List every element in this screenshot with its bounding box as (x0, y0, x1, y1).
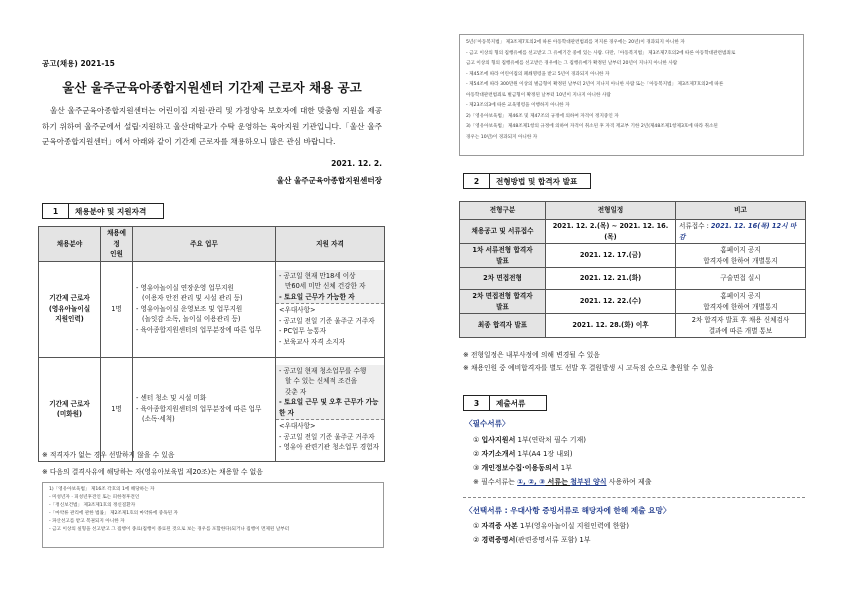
section-1-header (42, 203, 164, 219)
footnote-line: - 금고 이상의 형의 집행유예를 선고받고 그 유예기간 중에 있는 사람. 다만,「아동복지법」 제3조제7호의2에 따른 아동학대관련범죄로 (466, 50, 736, 56)
footnote-line: 경우는 10년)이 경과되지 아니한 자 (466, 134, 538, 140)
duties-cell (133, 357, 276, 461)
section-number: 1 (43, 204, 69, 218)
duty-line: (이용자 안전 관리 및 시설 관리 등) (142, 294, 243, 303)
item-name: 자격증 사본 (481, 522, 518, 530)
table-row (39, 357, 385, 461)
list-item (473, 447, 813, 461)
table-row (460, 314, 806, 338)
duty-line: - 육아종합지원센터의 업무분장에 따른 업무 (136, 404, 262, 413)
section-title: 전형방법 및 합격자 발표 (496, 176, 578, 186)
duty-line: - 센터 청소 및 시설 미화 (136, 394, 207, 403)
duty-line: - 영유아놀이실 운영보조 및 업무지원 (136, 304, 243, 313)
date-cell: 2021. 12. 21.(화) (546, 268, 676, 290)
stage-cell: 2차 면접전형 합격자 발표 (460, 290, 546, 314)
footnote-line: - 금고 이상의 실형을 선고받고 그 집행이 종료(집행이 종료된 것으로 보는 경우를 포함한다)되거나 집행이 면제된 날부터 (49, 527, 290, 532)
footnote-line: 1)「영유아보육법」 제16조 각호의 1에 해당하는 자 (49, 487, 155, 492)
item-number: ② (473, 450, 480, 458)
required-docs-note (473, 475, 813, 489)
deadline-emphasis: 2021. 12. 16(목) 12시 마감 (679, 222, 797, 241)
section-title: 채용분야 및 지원자격 (75, 206, 147, 216)
divider (463, 497, 805, 498)
header-remarks: 비고 (676, 202, 806, 220)
item-number: ① (473, 436, 480, 444)
note-line: ※ 전형일정은 내부사정에 의해 변경될 수 있음 (463, 351, 600, 359)
footnote-line: - 제23조의3에 따른 교육명령을 이행하지 아니한 자 (466, 103, 570, 108)
section-3-header (463, 395, 547, 411)
table-row (460, 244, 806, 268)
field-subtitle: (미화원) (56, 410, 83, 418)
duty-line: - 육아종합지원센터의 업무분장에 따른 업무 (136, 325, 262, 334)
remarks-cell: 홈페이지 공지 합격자에 한하여 개별통지 (676, 290, 806, 314)
note-prefix: ※ 필수서류는 (473, 478, 518, 486)
duty-line: (놀잇감 소독, 놀이실 이용관리 등) (142, 315, 241, 324)
note-line: ※ 채용인원 중 예비합격자를 별도 선발 후 결원발생 시 고득점 순으로 충원할 수 있음 (463, 364, 714, 372)
duty-line: (소독·세척) (142, 415, 175, 424)
note-numbers: ①, ②, ③ (517, 478, 546, 486)
preference-title: <우대사항> (279, 422, 316, 430)
count-cell: 1명 (101, 357, 133, 461)
notice-date: 2021. 12. 2. (331, 159, 382, 168)
item-number: ② (473, 536, 480, 544)
item-desc: 1부(연락처 필수 기재) (515, 436, 587, 444)
header-stage: 전형구분 (460, 202, 546, 220)
section-title: 제출서류 (496, 398, 526, 408)
footnote-line: - 미성년자 · 피성년후견인 또는 피한정후견인 (49, 495, 140, 500)
duties-cell (133, 261, 276, 357)
qual-line: - 공고일 현재 청소업무를 수행 (279, 366, 367, 375)
notice-number: 공고(채용) 2021-15 (42, 59, 115, 68)
table-row (39, 261, 385, 357)
date-cell: 2021. 12. 28.(화) 이후 (546, 314, 676, 338)
footnote-line: 5년(「아동복지법」 제3조제7호의2에 따른 아동학대관련범죄를 저지른 경우에는 20년)이 경과되지 아니한 자 (466, 40, 685, 45)
date-cell: 2021. 12. 17.(금) (546, 244, 676, 268)
qual-bold-line: - 토요일 근무 및 오후 근무가 가능한 자 (279, 398, 379, 417)
list-item (473, 533, 813, 547)
qual-line: 만60세 미만 신체 건강한 자 (285, 282, 366, 291)
remarks-cell: 구술면접 실시 (676, 268, 806, 290)
duty-line: - 영유아놀이실 연장운영 업무지원 (136, 283, 234, 292)
field-title: 기간제 근로자 (49, 399, 90, 408)
qual-line: 할 수 있는 신체적 조건을 (285, 377, 358, 385)
item-name: 입사지원서 (481, 436, 516, 444)
note-line: ※ 다음의 결격사유에 해당하는 자(영유아보육법 제20조)는 채용할 수 없음 (42, 468, 263, 476)
footnote-line: 2)「영유아보육법」 제46조 및 제47조의 규정에 의하여 자격이 정지중인 자 (466, 113, 619, 119)
note-middle: 서류는 (545, 478, 571, 486)
qual-line: - 공고일 현재 만18세 이상 (279, 271, 356, 280)
count-cell: 1명 (101, 261, 133, 357)
stage-cell: 1차 서류전형 합격자 발표 (460, 244, 546, 268)
note-suffix: 사용하여 제출 (606, 478, 652, 486)
intro-paragraph: 울산 울주군육아종합지원센터는 어린이집 지원·관리 및 가정양육 보호자에 대한 맞춤형 지원을 제공하기 위하여 울주군에서 설립·지원하고 울산대학교가 수탁 운영하는 육아지원 기관입니다.「울산 울주군육아종합지원센터」에서 아래와 같이 기간제 근로자를 채용하오니 많은 관심 바랍니다. (42, 106, 382, 146)
preference-line: - 공고일 전일 기준 울주군 거주자 (279, 316, 375, 325)
schedule-notes (463, 349, 808, 375)
qual-line: 갖춘 자 (285, 387, 307, 396)
item-desc: 1부(A4 1장 내외) (515, 450, 573, 458)
section-number: 2 (464, 174, 490, 188)
preference-line: - 공고일 전일 기준 울주군 거주자 (279, 432, 375, 441)
stage-cell: 채용공고 및 서류접수 (460, 220, 546, 244)
right-page (421, 0, 842, 595)
organization-name: 울산 울주군육아종합지원센터장 (276, 176, 382, 185)
footnote-line: 3)「영유아보육법」 제48조제1항의 규정에 의하여 자격이 취소된 후 자격 재교부 기한 2년(제48조제1항제3호에 따라 취소된 (466, 124, 718, 129)
list-item (473, 519, 813, 533)
stage-cell: 2차 면접전형 (460, 268, 546, 290)
item-desc: 1부 (558, 464, 573, 472)
table-row (460, 290, 806, 314)
notes (42, 449, 382, 479)
qualification-cell (276, 261, 385, 357)
page-title: 울산 울주군육아종합지원센터 기간제 근로자 채용 공고 (62, 80, 362, 95)
stage-cell: 최종 합격자 발표 (460, 314, 546, 338)
optional-docs-title: 〈선택서류 : 우대사항 증빙서류로 해당자에 한해 제출 요망〉 (465, 506, 671, 515)
item-name: 경력증명서 (481, 536, 516, 544)
footnote-line: 아동학대관련범죄로 벌금형이 확정된 날부터 10년이 지나지 아니한 사람 (466, 92, 611, 98)
field-subtitle: (영유아놀이실 지원인력) (48, 304, 91, 324)
qual-bold-line: - 토요일 근무가 가능한 자 (279, 292, 355, 301)
optional-docs-list (473, 519, 813, 547)
table-row (460, 220, 806, 244)
field-title: 기간제 근로자 (49, 294, 90, 303)
section-2-header (463, 173, 591, 189)
footnote-line: - 제54조에 따라 300만원 이상의 벌금형이 확정된 날부터 2년이 지나지 아니한 사람 또는「아동복지법」 제3조제7호의2에 따른 (466, 82, 724, 87)
preference-line: - PC업무 능통자 (279, 327, 326, 336)
remarks-cell: 2차 합격자 발표 후 채용 신체검사 결과에 따른 개별 통보 (676, 314, 806, 338)
item-name: 개인정보수집·이용동의서 (481, 464, 559, 472)
item-desc: (관련증명서류 포함) 1부 (515, 536, 591, 544)
section-number: 3 (464, 396, 490, 410)
note-line: ※ 적격자가 없는 경우 선발하지 않을 수 있음 (42, 451, 175, 459)
footnote-line: - 제45조에 따라 어린이집의 폐쇄명령을 받고 5년이 경과되지 아니한 자 (466, 71, 610, 77)
disqualification-footnotes (42, 482, 384, 548)
header-count: 채용예정 인원 (101, 227, 133, 262)
schedule-table (459, 201, 806, 338)
date-cell: 2021. 12. 2.(목) ~ 2021. 12. 16.(목) (546, 220, 676, 244)
footnote-line: - 파산선고를 받고 복권되지 아니한 자 (49, 519, 125, 524)
qualification-cell (276, 357, 385, 461)
table-row (460, 268, 806, 290)
item-number: ① (473, 522, 480, 530)
attached-form-link[interactable]: 첨부된 양식 (570, 478, 607, 486)
disqualification-footnotes-continued (459, 34, 804, 156)
remarks-cell (676, 220, 806, 244)
remarks-cell: 홈페이지 공지 합격자에 한하여 개별통지 (676, 244, 806, 268)
header-field: 채용분야 (39, 227, 101, 262)
field-cell (39, 357, 101, 461)
header-schedule: 전형일정 (546, 202, 676, 220)
header-qualification: 지원 자격 (276, 227, 385, 262)
remarks-prefix: 서류접수 : (679, 222, 711, 230)
required-docs-title: 〈필수서류〉 (465, 419, 510, 428)
preference-title: <우대사항> (279, 306, 316, 315)
item-desc: 1부(영유아놀이실 지원인력에 한함) (517, 522, 630, 530)
footnote-line: -「정신보건법」 제3조제1호의 정신질환자 (49, 503, 136, 508)
field-cell (39, 261, 101, 357)
footnote-line: 금고 이상의 형의 집행유예를 선고받은 경우에는 그 집행유예가 확정된 날부터 20년이 지나지 아니한 사람 (466, 61, 678, 66)
preference-line: - 영유아 관련기관 청소업무 경험자 (279, 443, 379, 451)
item-name: 자기소개서 (481, 450, 516, 458)
recruitment-table (38, 226, 385, 462)
header-duties: 주요 업무 (133, 227, 276, 262)
item-number: ③ (473, 464, 480, 472)
required-docs-list (473, 433, 813, 489)
preference-line: - 보육교사 자격 소지자 (279, 337, 345, 346)
date-cell: 2021. 12. 22.(수) (546, 290, 676, 314)
footnote-line: -「마약류 관리에 관한 법률」 제2조제1호의 마약류에 중독된 자 (49, 511, 178, 516)
list-item (473, 461, 813, 475)
list-item (473, 433, 813, 447)
